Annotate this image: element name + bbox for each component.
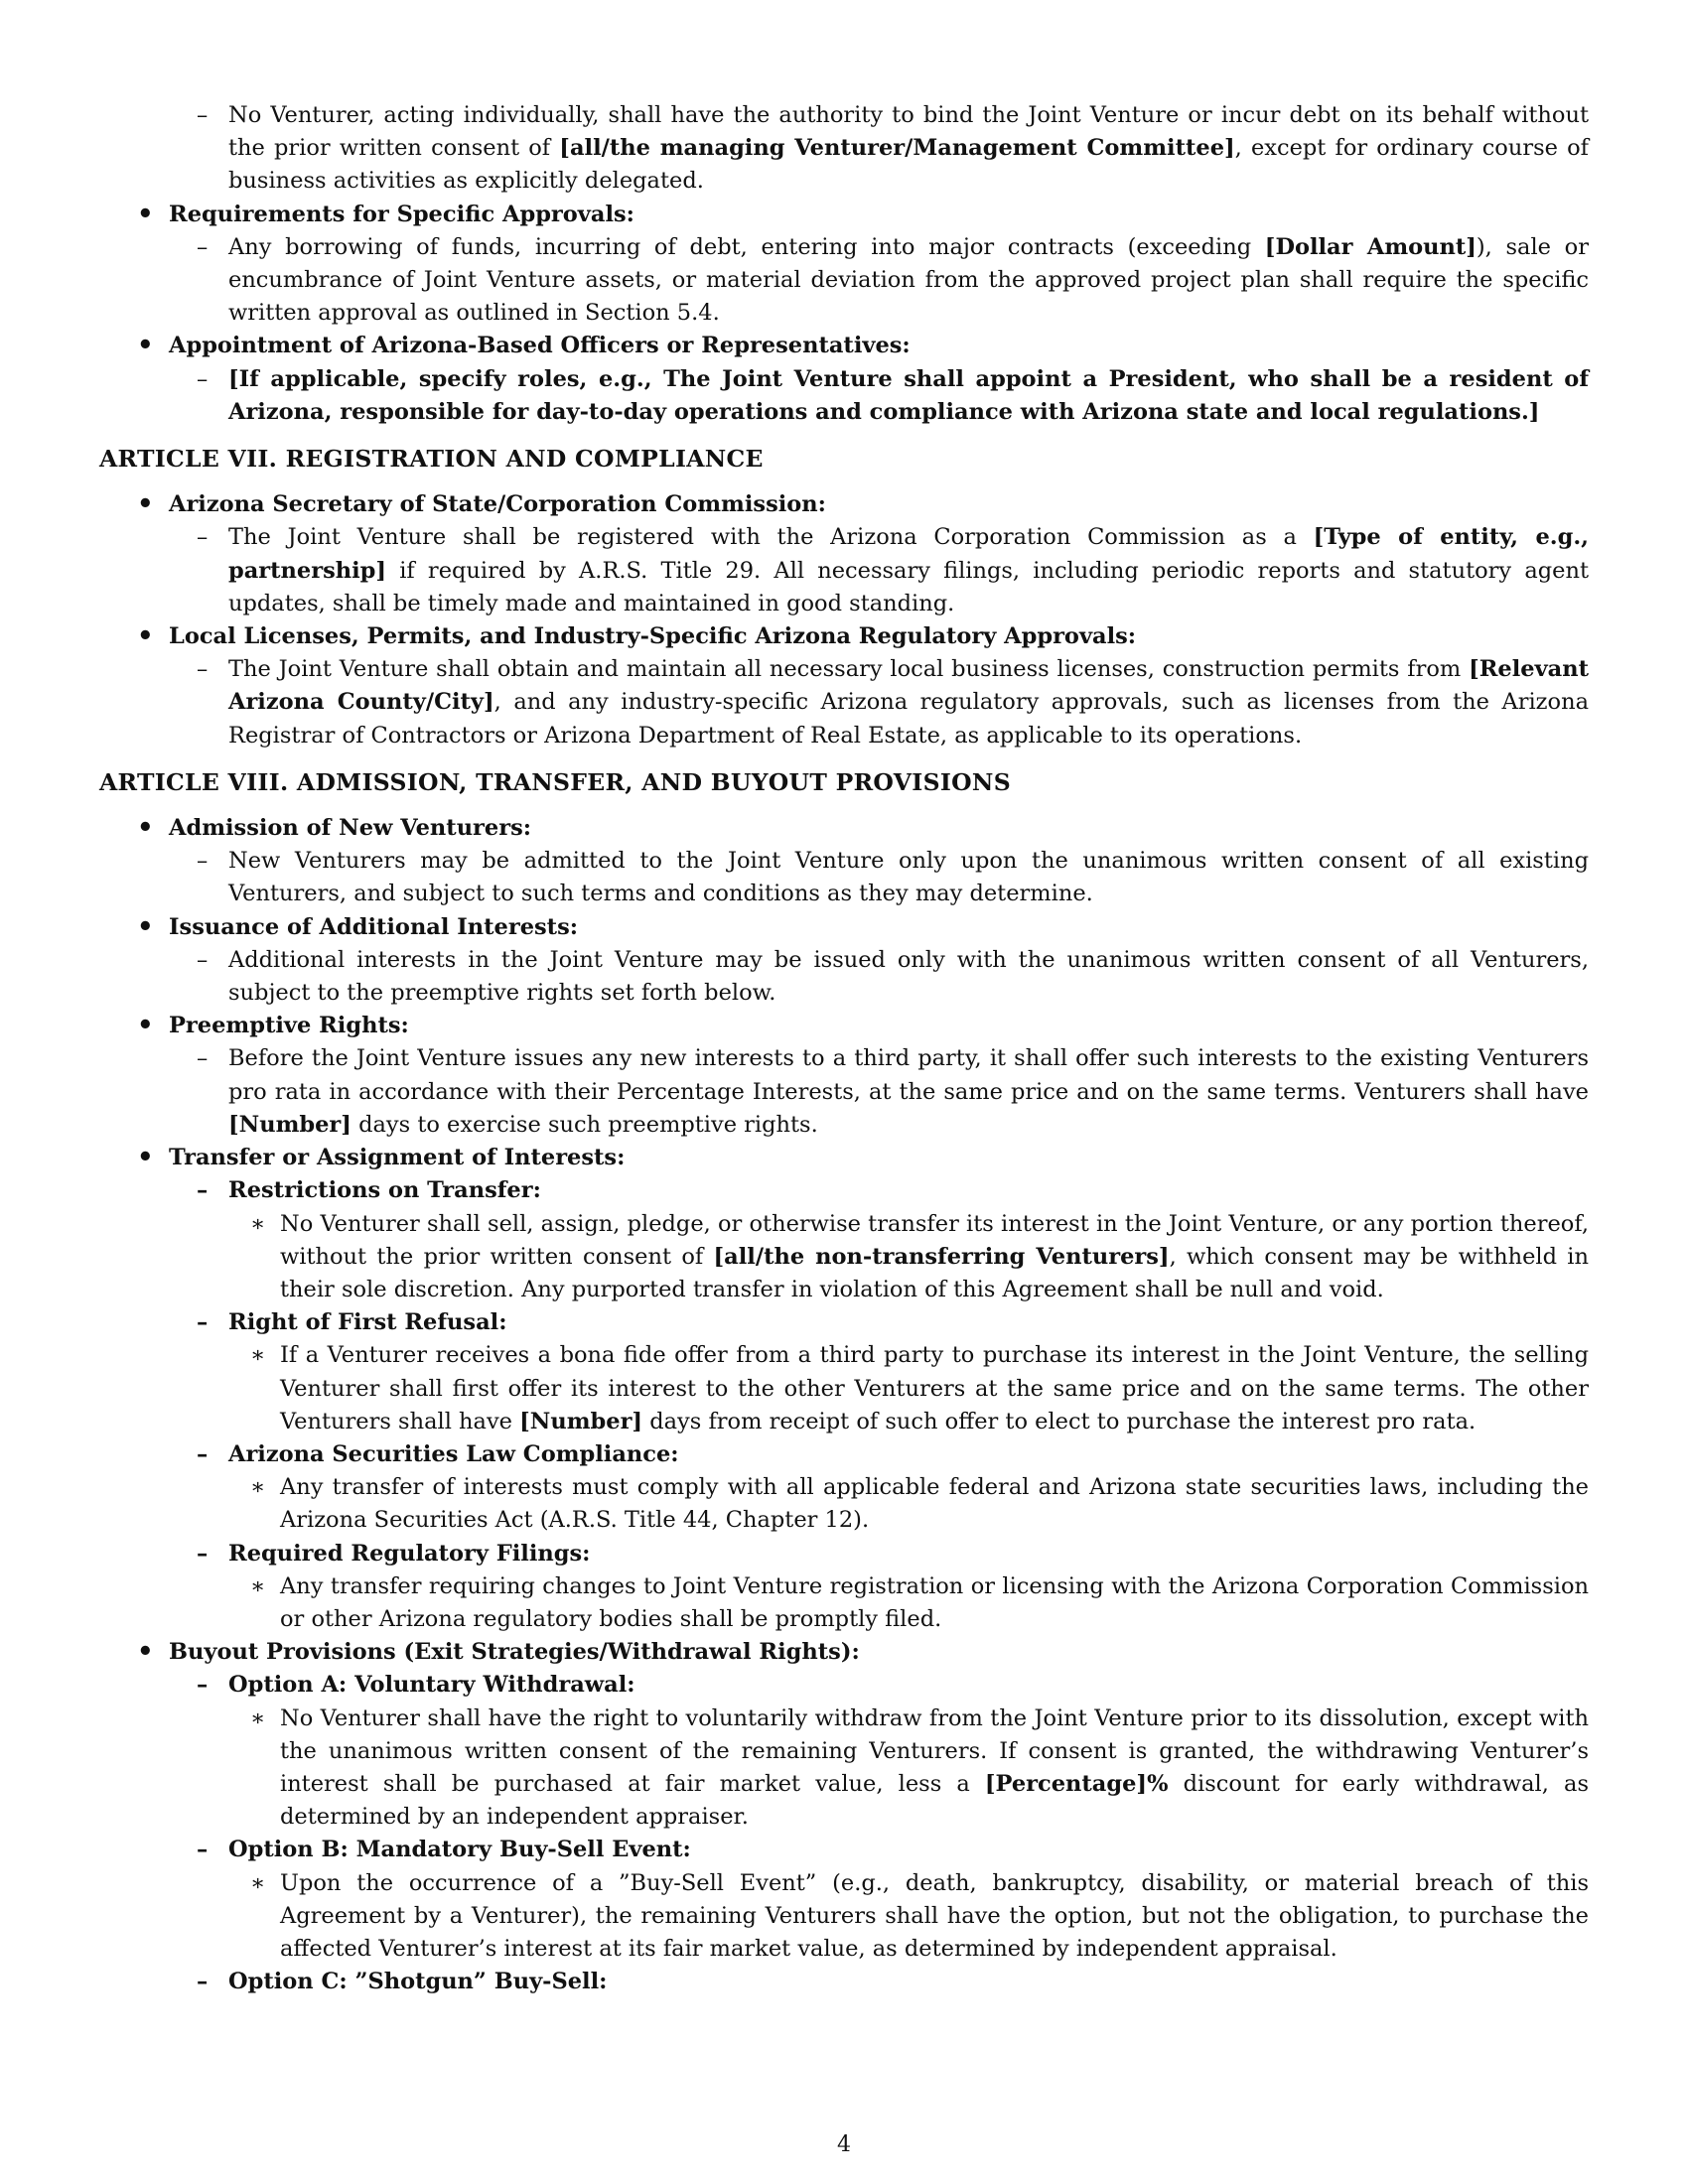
restrictions-heading: – Restrictions on Transfer: bbox=[99, 1174, 1589, 1207]
star-marker: ∗ bbox=[250, 1869, 266, 1896]
transfer-heading: • Transfer or Assignment of Interests: bbox=[99, 1142, 1589, 1174]
star-marker: ∗ bbox=[250, 1210, 266, 1237]
page-content bbox=[99, 99, 1589, 1998]
bullet-marker: • bbox=[137, 1637, 154, 1668]
filings-clause: ∗ Any transfer requiring changes to Joint Venture registration or licensing with the Arizona Corporation Commission or other Arizona regulatory bodies shall be promptly filed. bbox=[99, 1570, 1589, 1636]
option-a-clause: ∗ No Venturer shall have the right to voluntarily withdraw from the Joint Venture prior to its dissolution, except with the unanimous written consent of the remaining Venturers. If consent is granted, the withdrawing Venturer’s interest shall be purchased at fair market value, less a [Percentage]% discount for early withdrawal, as determined by an independent appraiser. bbox=[99, 1703, 1589, 1835]
first-refusal-clause: ∗ If a Venturer receives a bona fide offer from a third party to purchase its interest in the Joint Venture, the selling Venturer shall first offer its interest to the other Venturers at the same price and on the same terms. The other Venturers shall have [Number] days from receipt of such offer to elect to purchase the interest pro rata. bbox=[99, 1339, 1589, 1438]
admission-clause: – New Venturers may be admitted to the Joint Venture only upon the unanimous written consent of all existing Venturers, and subject to such terms and conditions as they may determine. bbox=[99, 845, 1589, 910]
dash-marker: – bbox=[197, 1177, 209, 1204]
issuance-heading: • Issuance of Additional Interests: bbox=[99, 911, 1589, 944]
option-b-clause: ∗ Upon the occurrence of a ”Buy-Sell Event” (e.g., death, bankruptcy, disability, or material breach of this Agreement by a Venturer), the remaining Venturers shall have the option, but not the obligation, to purchase the affected Venturer’s interest at its fair market value, as determined by independent appraisal. bbox=[99, 1867, 1589, 1967]
dash-marker: – bbox=[197, 1309, 209, 1336]
dash-marker: – bbox=[197, 1440, 209, 1467]
dash-marker: – bbox=[197, 524, 209, 551]
authority-clause: – No Venturer, acting individually, shall have the authority to bind the Joint Venture or incur debt on its behalf without the prior written consent of [all/the managing Venturer/Management Committee], except for ordinary course of business activities as explicitly delegated. bbox=[99, 99, 1589, 199]
page-number: 4 bbox=[837, 2132, 851, 2157]
buyout-heading: • Buyout Provisions (Exit Strategies/Withdrawal Rights): bbox=[99, 1636, 1589, 1669]
dash-marker: – bbox=[197, 1969, 209, 1995]
star-marker: ∗ bbox=[250, 1705, 266, 1731]
option-b-heading: – Option B: Mandatory Buy-Sell Event: bbox=[99, 1834, 1589, 1866]
article-7-title: ARTICLE VII. REGISTRATION AND COMPLIANCE bbox=[99, 445, 764, 474]
bullet-marker: • bbox=[137, 331, 154, 361]
star-marker: ∗ bbox=[250, 1572, 266, 1599]
first-refusal-heading: – Right of First Refusal: bbox=[99, 1306, 1589, 1339]
local-licenses-clause: – The Joint Venture shall obtain and maintain all necessary local business licenses, construction permits from [Relevant Arizona County/City], and any industry-specific Arizona regulatory approvals, such as licenses from the Arizona Registrar of Contractors or Arizona Department of Real Estate, as applicable to its operations. bbox=[99, 653, 1589, 752]
restrictions-clause: ∗ No Venturer shall sell, assign, pledge, or otherwise transfer its interest in the Joint Venture, or any portion thereof, without the prior written consent of [all/the non-transferring Venturers], which consent may be withheld in their sole discretion. Any purported transfer in violation of this Agreement shall be null and void. bbox=[99, 1208, 1589, 1307]
bullet-marker: • bbox=[137, 199, 154, 229]
bullet-marker: • bbox=[137, 621, 154, 652]
secretary-of-state-heading: • Arizona Secretary of State/Corporation Commission: bbox=[99, 488, 1589, 521]
filings-heading: – Required Regulatory Filings: bbox=[99, 1538, 1589, 1570]
dash-marker: – bbox=[197, 102, 209, 128]
securities-heading: – Arizona Securities Law Compliance: bbox=[99, 1438, 1589, 1471]
option-a-heading: – Option A: Voluntary Withdrawal: bbox=[99, 1669, 1589, 1702]
securities-clause: ∗ Any transfer of interests must comply with all applicable federal and Arizona state securities laws, including the Arizona Securities Act (A.R.S. Title 44, Chapter 12). bbox=[99, 1471, 1589, 1537]
dash-marker: – bbox=[197, 946, 209, 973]
bullet-marker: • bbox=[137, 911, 154, 942]
dash-marker: – bbox=[197, 1045, 209, 1072]
dash-marker: – bbox=[197, 656, 209, 683]
article-8-title: ARTICLE VIII. ADMISSION, TRANSFER, AND BUYOUT PROVISIONS bbox=[99, 767, 1011, 796]
dash-marker: – bbox=[197, 233, 209, 260]
issuance-clause: – Additional interests in the Joint Venture may be issued only with the unanimous written consent of all Venturers, subject to the preemptive rights set forth below. bbox=[99, 944, 1589, 1010]
dash-marker: – bbox=[197, 1837, 209, 1863]
bullet-marker: • bbox=[137, 813, 154, 844]
star-marker: ∗ bbox=[250, 1474, 266, 1501]
bullet-marker: • bbox=[137, 1011, 154, 1041]
local-licenses-heading: • Local Licenses, Permits, and Industry-Specific Arizona Regulatory Approvals: bbox=[99, 620, 1589, 653]
specific-approvals-heading: • Requirements for Specific Approvals: bbox=[99, 199, 1589, 231]
bullet-marker: • bbox=[137, 1143, 154, 1173]
officers-clause: – [If applicable, specify roles, e.g., The Joint Venture shall appoint a President, who shall be a resident of Arizona, responsible for day-to-day operations and compliance with Arizona state and local regulations.] bbox=[99, 363, 1589, 429]
dash-marker: – bbox=[197, 1672, 209, 1699]
bullet-marker: • bbox=[137, 489, 154, 520]
dash-marker: – bbox=[197, 1540, 209, 1567]
admission-heading: • Admission of New Venturers: bbox=[99, 812, 1589, 845]
preemptive-heading: • Preemptive Rights: bbox=[99, 1010, 1589, 1042]
officers-heading: • Appointment of Arizona-Based Officers or Representatives: bbox=[99, 330, 1589, 362]
dash-marker: – bbox=[197, 365, 209, 392]
option-c-heading: – Option C: ”Shotgun” Buy-Sell: bbox=[99, 1966, 1589, 1998]
specific-approvals-clause: – Any borrowing of funds, incurring of debt, entering into major contracts (exceeding [Dollar Amount]), sale or encumbrance of Joint Venture assets, or material deviation from the approved project plan shall require the specific written approval as outlined in Section 5.4. bbox=[99, 231, 1589, 331]
preemptive-clause: – Before the Joint Venture issues any new interests to a third party, it shall offer such interests to the existing Venturers pro rata in accordance with their Percentage Interests, at the same price and on the same terms. Venturers shall have [Number] days to exercise such preemptive rights. bbox=[99, 1042, 1589, 1142]
registration-clause: – The Joint Venture shall be registered with the Arizona Corporation Commission as a [Type of entity, e.g., partnership] if required by A.R.S. Title 29. All necessary filings, including periodic reports and statutory agent updates, shall be timely made and maintained in good standing. bbox=[99, 521, 1589, 620]
dash-marker: – bbox=[197, 848, 209, 875]
star-marker: ∗ bbox=[250, 1342, 266, 1369]
